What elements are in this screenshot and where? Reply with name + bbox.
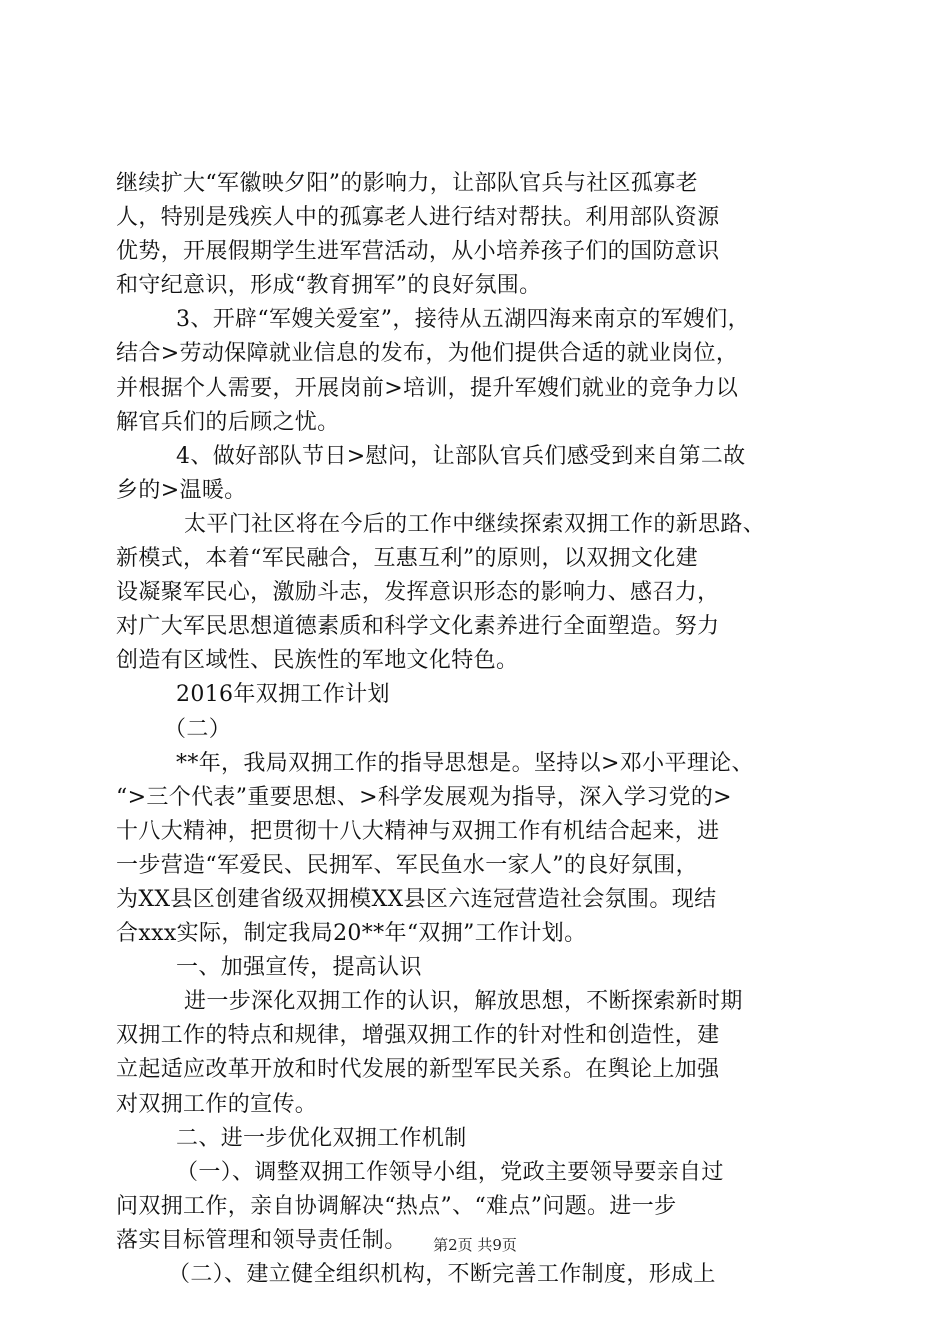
page-number-footer: 第2页 共9页 xyxy=(433,1236,517,1254)
text-line: 继续扩大“军徽映夕阳”的影响力，让部队官兵与社区孤寡老 xyxy=(116,171,698,196)
text-line: 二、进一步优化双拥工作机制 xyxy=(176,1125,467,1151)
text-line: 并根据个人需要，开展岗前>培训，提升军嫂们就业的竞争力以 xyxy=(116,375,739,401)
document-body xyxy=(116,167,836,1292)
text-line: 4、做好部队节日>慰问，让部队官兵们感受到来自第二故 xyxy=(176,443,746,469)
text-line: （二）、建立健全组织机构，不断完善工作制度，形成上 xyxy=(168,1262,716,1287)
text-line: 和守纪意识，形成“教育拥军”的良好氛围。 xyxy=(116,273,542,299)
text-line: 乡的>温暖。 xyxy=(116,477,247,503)
text-line: 十八大精神，把贯彻十八大精神与双拥工作有机结合起来，进 xyxy=(116,818,720,844)
text-line: 进一步深化双拥工作的认识，解放思想，不断探索新时期 xyxy=(184,989,743,1015)
text-line: 立起适应改革开放和时代发展的新型军民关系。在舆论上加强 xyxy=(116,1057,720,1083)
text-line: 太平门社区将在今后的工作中继续探索双拥工作的新思路、 xyxy=(184,511,766,537)
text-line: 新模式，本着“军民融合，互惠互利”的原则，以双拥文化建 xyxy=(116,546,698,572)
text-line: （一）、调整双拥工作领导小组，党政主要领导要亲自过 xyxy=(176,1159,724,1185)
text-line: 一、加强宣传，提高认识 xyxy=(176,955,422,981)
text-line: 问双拥工作，亲自协调解决“热点”、“难点”问题。进一步 xyxy=(116,1193,677,1219)
text-line: **年，我局双拥工作的指导思想是。坚持以>邓小平理论、 xyxy=(176,750,754,776)
text-line: “>三个代表”重要思想、>科学发展观为指导，深入学习党的> xyxy=(116,784,732,810)
text-line: 优势，开展假期学生进军营活动，从小培养孩子们的国防意识 xyxy=(116,239,720,265)
text-line: （二） xyxy=(164,716,232,742)
text-line: 为XX县区创建省级双拥模XX县区六连冠营造社会氛围。现结 xyxy=(116,886,717,912)
text-line: 对双拥工作的宣传。 xyxy=(116,1091,318,1117)
text-line: 创造有区域性、民族性的军地文化特色。 xyxy=(116,648,519,674)
text-line: 3、开辟“军嫂关爱室”，接待从五湖四海来南京的军嫂们， xyxy=(176,307,750,333)
text-line: 合xxx实际，制定我局20**年“双拥”工作计划。 xyxy=(116,921,587,947)
text-line: 一步营造“军爱民、民拥军、军民鱼水一家人”的良好氛围， xyxy=(116,852,698,878)
text-line: 落实目标管理和领导责任制。 xyxy=(116,1227,407,1253)
text-line: 双拥工作的特点和规律，增强双拥工作的针对性和创造性，建 xyxy=(116,1023,720,1049)
text-line: 设凝聚军民心，激励斗志，发挥意识形态的影响力、感召力， xyxy=(116,580,720,606)
text-line: 结合>劳动保障就业信息的发布，为他们提供合适的就业岗位， xyxy=(116,341,739,367)
text-line: 人，特别是残疾人中的孤寡老人进行结对帮扶。利用部队资源 xyxy=(116,205,720,231)
text-line: 解官兵们的后顾之忧。 xyxy=(116,409,340,435)
text-line: 2016年双拥工作计划 xyxy=(176,682,390,708)
text-line: 对广大军民思想道德素质和科学文化素养进行全面塑造。努力 xyxy=(116,614,720,640)
